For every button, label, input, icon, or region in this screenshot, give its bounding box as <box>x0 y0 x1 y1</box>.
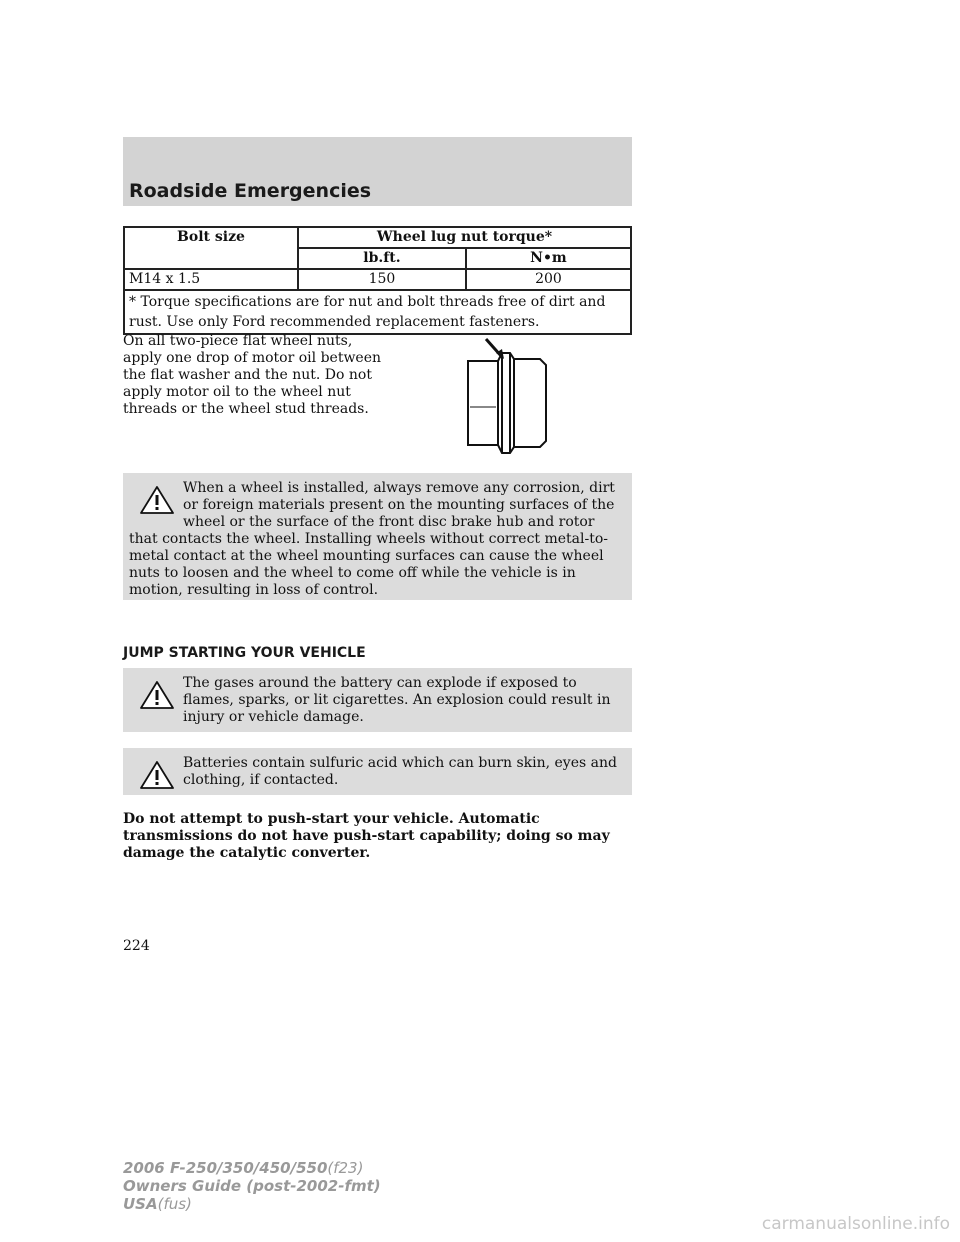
page-number: 224 <box>123 938 150 954</box>
footer-market: USA <box>123 1195 158 1213</box>
warning-triangle-icon <box>139 680 175 710</box>
table-footnote: * Torque specifications are for nut and bolt threads free of dirt and rust. Use only Ford recommended replacement fasteners. <box>124 290 631 334</box>
document-footer <box>123 1159 381 1213</box>
cell-bolt: M14 x 1.5 <box>124 269 298 290</box>
warning-wheel-install <box>123 473 632 600</box>
table-row <box>124 269 631 290</box>
cell-nm: 200 <box>466 269 631 290</box>
header-bolt-size: Bolt size <box>124 227 298 269</box>
warning-triangle-icon <box>139 760 175 790</box>
footer-line-3 <box>123 1195 381 1213</box>
table-footnote-row <box>124 290 631 334</box>
warning-triangle-icon <box>139 485 175 515</box>
cell-lbft: 150 <box>298 269 466 290</box>
warning-text: Batteries contain sulfuric acid which can burn skin, eyes and clothing, if contacted. <box>183 755 617 788</box>
footer-line-1 <box>123 1159 381 1177</box>
footer-model: 2006 F-250/350/450/550 <box>123 1159 328 1177</box>
header-unit-lbft: lb.ft. <box>298 248 466 269</box>
warning-text: The gases around the battery can explode if exposed to flames, sparks, or lit cigarettes. An explosion could result in injury or vehicle damage. <box>183 675 611 725</box>
watermark: carmanualsonline.info <box>761 1214 950 1234</box>
footer-line-2: Owners Guide (post-2002-fmt) <box>123 1177 381 1195</box>
torque-table <box>123 226 632 335</box>
wheel-nut-illustration <box>460 337 570 459</box>
page-title: Roadside Emergencies <box>129 180 372 202</box>
push-start-note: Do not attempt to push-start your vehicle. Automatic transmissions do not have push-start capability; doing so may damage the catalytic converter. <box>123 811 610 861</box>
warning-text: When a wheel is installed, always remove any corrosion, dirt or foreign materials present on the mounting surfaces of the wheel or the surface of the front disc brake hub and rotor that contacts the wheel. Installing wheels without correct metal-to-metal contact at the wheel mounting surfaces can cause the wheel nuts to loosen and the wheel to come off while the vehicle is in motion, resulting in loss of control. <box>129 480 615 598</box>
footer-model-code: (f23) <box>327 1159 364 1177</box>
warning-sulfuric-acid <box>123 748 632 795</box>
header-unit-nm: N•m <box>466 248 631 269</box>
warning-battery-gases <box>123 668 632 732</box>
nut-instructions: On all two-piece flat wheel nuts, apply one drop of motor oil between the flat washer and the nut. Do not apply motor oil to the wheel nut threads or the wheel stud threads. <box>123 333 382 417</box>
section-header-band <box>123 137 632 206</box>
section-heading: JUMP STARTING YOUR VEHICLE <box>123 645 366 661</box>
footer-market-code: (fus) <box>157 1195 192 1213</box>
header-torque: Wheel lug nut torque* <box>298 227 631 248</box>
table-header-row <box>124 227 631 248</box>
